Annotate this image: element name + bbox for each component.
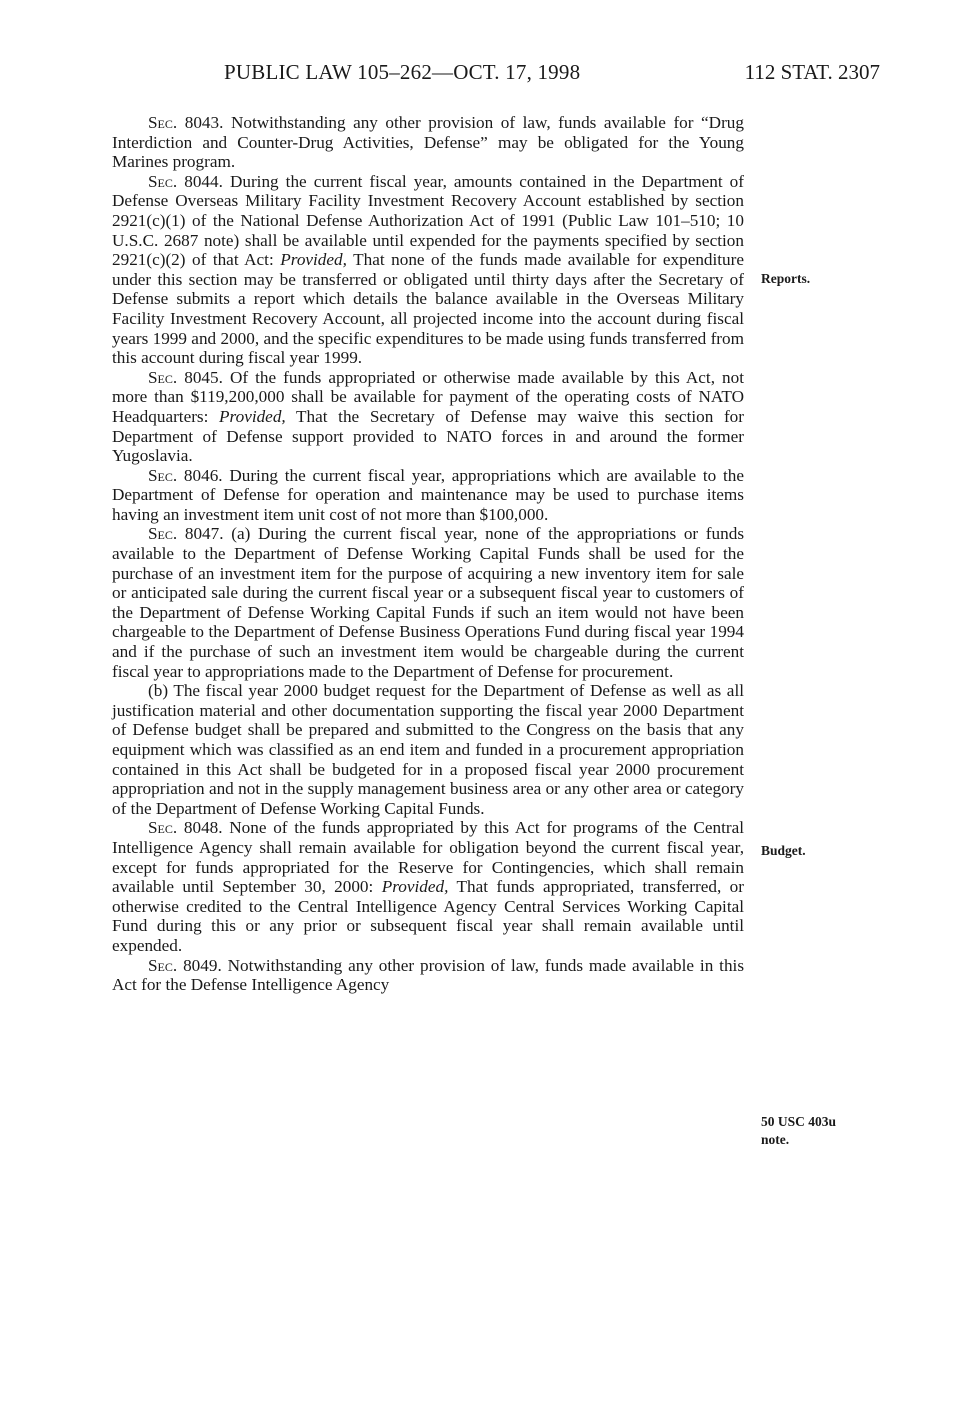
proviso-term: Provided,: [280, 250, 347, 270]
law-body-text: [112, 113, 744, 995]
section-label: Sec. 8045.: [148, 367, 223, 387]
section-8043: [112, 113, 744, 172]
proviso-term: Provided,: [219, 406, 286, 426]
margin-note-usc-line: 50 USC 403u: [761, 1114, 837, 1129]
margin-note-usc-line: note.: [761, 1132, 790, 1147]
section-text: During the current fiscal year, amounts contained in the Department of Defense Overseas Military Facility Investment Recovery Account established by section 2921(c)(1) of the National Defense Authorization Act of 1991 (Public Law 101–510; 10 U.S.C. 2687 note) shall be available until expended for the payments specified by section 2921(c)(2) of that Act:: [112, 171, 744, 270]
section-text: None of the funds appropriated by this Act for programs of the Central Intelligence Agency shall remain available for obligation beyond the current fiscal year, except for funds appropriated for the Reserve for Contingencies, which shall remain available until September 30, 2000:: [112, 818, 744, 897]
section-8048: [112, 818, 744, 955]
margin-note-budget: Budget.: [761, 843, 806, 858]
section-label: Sec. 8043.: [148, 113, 224, 132]
margin-note-usc-citation: [761, 1113, 836, 1149]
section-8046: [112, 466, 744, 525]
section-label: Sec. 8047.: [148, 524, 224, 544]
section-label: Sec. 8046.: [148, 465, 223, 485]
section-8045: [112, 368, 744, 466]
section-text: (a) During the current fiscal year, none of the appropriations or funds available to the Department of Defense Working Capital Funds shall be used for the purchase of an investment item for the purpose of acquiring a new inventory item for sale or anticipated sale during the current fiscal year or a subsequent fiscal year to customers of the Department of Defense Working Capital Funds if such an item would not have been chargeable to the Department of Defense Business Operations Fund during fiscal year 1994 and if the purchase of such an investment item would be chargeable during the current fiscal year to appropriations made to the Department of Defense for procurement.: [112, 524, 745, 681]
section-8047-a: [112, 524, 744, 681]
section-text: That none of the funds made available for expenditure under this section may be transferred or obligated until thirty days after the Secretary of Defense submits a report which details the balance available in the Overseas Military Facility Investment Recovery Account, all projected income into the account during fiscal years 1999 and 2000, and the specific expenditures to be made using funds transferred from this account during fiscal year 1999.: [112, 250, 745, 368]
proviso-term: Provided,: [381, 877, 449, 897]
header-stat-citation: 112 STAT. 2307: [744, 60, 880, 84]
margin-note-reports: Reports.: [761, 271, 811, 286]
section-text: During the current fiscal year, appropriations which are available to the Department of Defense for operation and maintenance may be used to purchase items having an investment item unit cost of not more than $100,000.: [112, 465, 745, 524]
section-text: That funds appropriated, transferred, or otherwise credited to the Central Intelligence Agency Central Services Working Capital Fund during this or any prior or subsequent fiscal year shall remain available until expended.: [112, 877, 744, 955]
section-text: Of the funds appropriated or otherwise made available by this Act, not more than $119,200,000 shall be available for payment of the operating costs of NATO Headquarters:: [112, 367, 744, 426]
section-label: Sec. 8048.: [148, 818, 223, 838]
section-label: Sec. 8044.: [148, 171, 223, 191]
section-8044: [112, 172, 744, 368]
section-label: Sec. 8049.: [148, 955, 222, 975]
section-text: That the Secretary of Defense may waive this section for Department of Defense support provided to NATO forces in and around the former Yugoslavia.: [112, 406, 744, 466]
section-text: Notwithstanding any other provision of law, funds made available in this Act for the Defense Intelligence Agency: [112, 955, 745, 995]
section-text: (b) The fiscal year 2000 budget request for the Department of Defense as well as all justification material and other documentation supporting the fiscal year 2000 Department of Defense budget shall be prepared and submitted to the Congress on the basis that any equipment which was classified as an end item and funded in a procurement appropriation contained in this Act shall be budgeted for in a proposed fiscal year 2000 procurement appropriation and not in the supply management business area or any other area or category of the Department of Defense Working Capital Funds.: [112, 681, 744, 818]
section-8049: [112, 956, 744, 995]
section-text: Notwithstanding any other provision of law, funds available for “Drug Interdiction and Counter-Drug Activities, Defense” may be obligated for the Young Marines program.: [112, 113, 744, 172]
running-header: [112, 60, 880, 90]
header-title: PUBLIC LAW 105–262—OCT. 17, 1998: [224, 60, 581, 84]
section-8047-b: [112, 681, 744, 818]
